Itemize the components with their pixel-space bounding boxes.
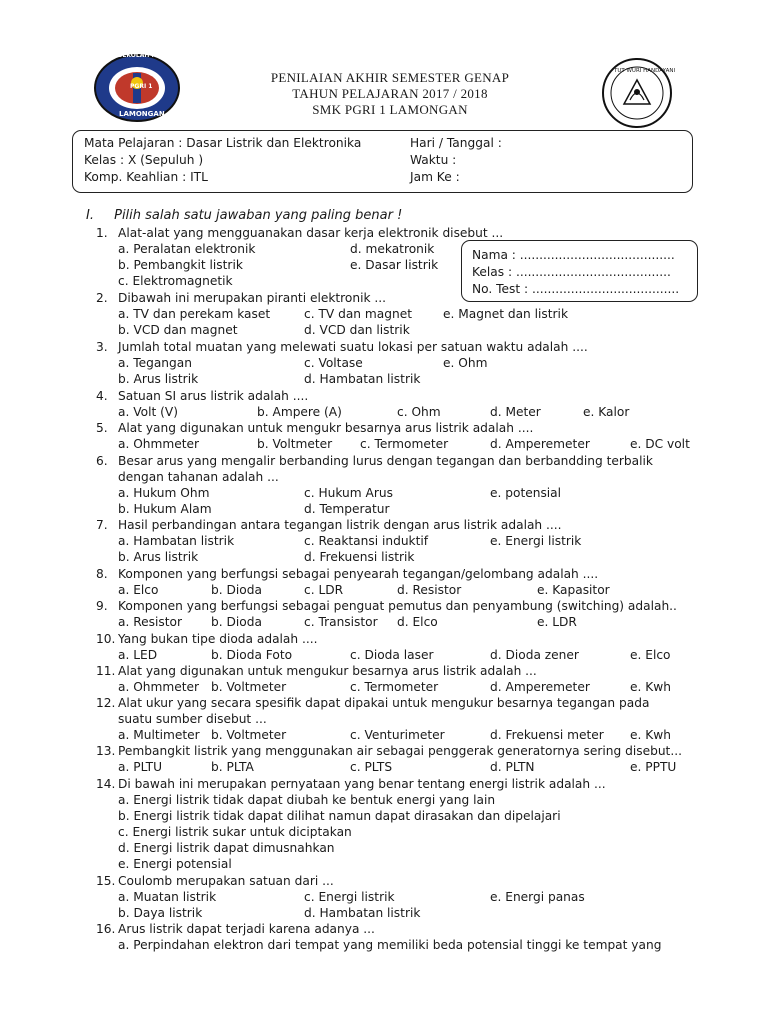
question-number: 5. <box>96 421 108 435</box>
question-number: 3. <box>96 340 108 354</box>
question-number: 9. <box>96 599 108 613</box>
question-text: Coulomb merupakan satuan dari ... <box>118 874 334 888</box>
section-heading <box>86 208 402 223</box>
answer-option[interactable]: b. Arus listrik <box>118 550 199 564</box>
answer-option[interactable]: b. Voltmeter <box>211 680 287 694</box>
answer-option[interactable]: a. Ohmmeter <box>118 680 200 694</box>
answer-option[interactable]: d. Frekuensi listrik <box>304 550 415 564</box>
answer-option[interactable]: d. Energi listrik dapat dimusnahkan <box>118 841 335 855</box>
answer-option[interactable]: e. Energi panas <box>490 890 585 904</box>
question-text: Alat yang digunakan untuk mengukur besarnya arus listrik adalah ... <box>118 664 537 678</box>
answer-option[interactable]: d. Hambatan listrik <box>304 372 421 386</box>
answer-option[interactable]: b. Dioda <box>211 615 262 629</box>
answer-option[interactable]: b. Dioda <box>211 583 262 597</box>
exam-info-box <box>72 130 693 193</box>
question-number: 10. <box>96 632 116 646</box>
header-title-line1: PENILAIAN AKHIR SEMESTER GENAP <box>270 70 510 85</box>
answer-option[interactable]: d. Hambatan listrik <box>304 906 421 920</box>
answer-option[interactable]: c. LDR <box>304 583 344 597</box>
question-text: Satuan SI arus listrik adalah .... <box>118 389 309 403</box>
answer-option[interactable]: b. Daya listrik <box>118 906 203 920</box>
question-text: Komponen yang berfungsi sebagai penguat pemutus dan penyambung (switching) adalah.. <box>118 599 677 613</box>
logo-left-top-text: SEKOLAH MENENGAH KEJURUAN <box>118 52 228 59</box>
question-number: 1. <box>96 226 108 240</box>
answer-option[interactable]: d. Frekuensi meter <box>490 728 604 742</box>
answer-option[interactable]: b. Hukum Alam <box>118 502 212 516</box>
answer-option[interactable]: b. Voltmeter <box>211 728 287 742</box>
test-number-field[interactable]: No. Test : ...................................... <box>472 282 680 296</box>
answer-option[interactable]: b. Voltmeter <box>257 437 333 451</box>
answer-option[interactable]: d. Resistor <box>397 583 462 597</box>
answer-option[interactable]: a. PLTU <box>118 760 163 774</box>
answer-option[interactable]: d. Meter <box>490 405 541 419</box>
question-number: 13. <box>96 744 116 758</box>
answer-option[interactable]: d. VCD dan listrik <box>304 323 410 337</box>
answer-option[interactable]: e. Kwh <box>630 680 671 694</box>
question-text: Alat-alat yang mengguanakan dasar kerja elektronik disebut ... <box>118 226 504 240</box>
class-field[interactable]: Kelas : ........................................ <box>472 265 671 279</box>
answer-option[interactable]: e. Ohm <box>443 356 488 370</box>
student-name-box <box>461 240 698 302</box>
answer-option[interactable]: c. Voltase <box>304 356 363 370</box>
answer-option[interactable]: e. Dasar listrik <box>350 258 439 272</box>
answer-option[interactable]: e. DC volt <box>630 437 690 451</box>
answer-option[interactable]: a. TV dan perekam kaset <box>118 307 271 321</box>
answer-option[interactable]: a. Multimeter <box>118 728 200 742</box>
answer-option[interactable]: c. Termometer <box>350 680 439 694</box>
question-number: 15. <box>96 874 116 888</box>
answer-option[interactable]: a. Muatan listrik <box>118 890 217 904</box>
answer-option[interactable]: c. Ohm <box>397 405 441 419</box>
question-text-continued: suatu sumber disebut ... <box>118 712 267 726</box>
answer-option[interactable]: b. Pembangkit listrik <box>118 258 243 272</box>
answer-option[interactable]: c. Transistor <box>304 615 378 629</box>
answer-option[interactable]: c. Venturimeter <box>350 728 445 742</box>
answer-option[interactable]: e. Energi potensial <box>118 857 232 871</box>
competency-line: Komp. Keahlian : ITL <box>84 170 208 184</box>
answer-option[interactable]: a. Elco <box>118 583 159 597</box>
answer-option[interactable]: b. PLTA <box>211 760 254 774</box>
answer-option[interactable]: c. Reaktansi induktif <box>304 534 429 548</box>
question-number: 7. <box>96 518 108 532</box>
answer-option[interactable]: a. Tegangan <box>118 356 192 370</box>
question-text-continued: dengan tahanan adalah ... <box>118 470 279 484</box>
question-text: Alat yang digunakan untuk mengukr besarnya arus listrik adalah .... <box>118 421 534 435</box>
logo-left-bottom-text: LAMONGAN <box>119 110 165 118</box>
class-line: Kelas : X (Sepuluh ) <box>84 153 204 167</box>
answer-option[interactable]: e. Kapasitor <box>537 583 610 597</box>
answer-option[interactable]: c. PLTS <box>350 760 393 774</box>
question-number: 2. <box>96 291 108 305</box>
header-title-line2: TAHUN PELAJARAN 2017 / 2018 <box>292 86 488 101</box>
header-school-name: SMK PGRI 1 LAMONGAN <box>312 102 468 117</box>
question-number: 14. <box>96 777 116 791</box>
question-text: Dibawah ini merupakan piranti elektronik ... <box>118 291 387 305</box>
answer-option[interactable]: d. Amperemeter <box>490 437 590 451</box>
answer-option[interactable]: c. Hukum Arus <box>304 486 393 500</box>
question-number: 16. <box>96 922 116 936</box>
hour-line: Jam Ke : <box>410 170 460 184</box>
question-text: Pembangkit listrik yang menggunakan air sebagai penggerak generatornya sering disebut... <box>118 744 682 758</box>
question-text: Arus listrik dapat terjadi karena adanya ... <box>118 922 375 936</box>
question-number: 4. <box>96 389 108 403</box>
date-line: Hari / Tanggal : <box>410 136 502 150</box>
name-field[interactable]: Nama : ........................................ <box>472 248 675 262</box>
answer-option[interactable]: b. VCD dan magnet <box>118 323 238 337</box>
answer-option[interactable]: e. Magnet dan listrik <box>443 307 568 321</box>
answer-option[interactable]: a. Perpindahan elektron dari tempat yang memiliki beda potensial tinggi ke tempat yang <box>118 938 662 952</box>
logo-left-center-text: PGRI 1 <box>130 83 153 90</box>
question-text: Alat ukur yang secara spesifik dapat dipakai untuk mengukur besarnya tegangan pada <box>118 696 650 710</box>
answer-option[interactable]: a. Hambatan listrik <box>118 534 235 548</box>
answer-option[interactable]: e. Energi listrik <box>490 534 582 548</box>
section-number: I. <box>86 208 94 223</box>
question-number: 12. <box>96 696 116 710</box>
question-number: 6. <box>96 454 108 468</box>
answer-option[interactable]: a. Resistor <box>118 615 182 629</box>
answer-option[interactable]: d. Elco <box>397 615 438 629</box>
answer-option[interactable]: a. Hukum Ohm <box>118 486 210 500</box>
question-text: Komponen yang berfungsi sebagai penyearah tegangan/gelombang adalah .... <box>118 567 599 581</box>
question-number: 11. <box>96 664 116 678</box>
answer-option[interactable]: d. Temperatur <box>304 502 390 516</box>
answer-option[interactable]: b. Arus listrik <box>118 372 199 386</box>
answer-option[interactable]: b. Energi listrik tidak dapat dilihat namun dapat dirasakan dan dipelajari <box>118 809 561 823</box>
question-text: Besar arus yang mengalir berbanding lurus dengan tegangan dan berbandding terbalik <box>118 454 653 468</box>
answer-option[interactable]: e. LDR <box>537 615 577 629</box>
answer-option[interactable]: c. Elektromagnetik <box>118 274 233 288</box>
answer-option[interactable]: d. Dioda zener <box>490 648 579 662</box>
subject-line: Mata Pelajaran : Dasar Listrik dan Elektronika <box>84 136 362 150</box>
answer-option[interactable]: e. Elco <box>630 648 671 662</box>
answer-option[interactable]: e. PPTU <box>630 760 677 774</box>
answer-option[interactable]: c. Energi listrik <box>304 890 395 904</box>
answer-option[interactable]: e. potensial <box>490 486 562 500</box>
answer-option[interactable]: b. Dioda Foto <box>211 648 293 662</box>
answer-option[interactable]: c. TV dan magnet <box>304 307 412 321</box>
answer-option[interactable]: a. Energi listrik tidak dapat diubah ke bentuk energi yang lain <box>118 793 496 807</box>
answer-option[interactable]: c. Energi listrik sukar untuk diciptakan <box>118 825 352 839</box>
question-text: Yang bukan tipe dioda adalah .... <box>118 632 318 646</box>
time-line: Waktu : <box>410 153 457 167</box>
answer-option[interactable]: c. Dioda laser <box>350 648 434 662</box>
answer-option[interactable]: a. Volt (V) <box>118 405 178 419</box>
answer-option[interactable]: a. LED <box>118 648 158 662</box>
answer-option[interactable]: b. Ampere (A) <box>257 405 342 419</box>
question-text: Jumlah total muatan yang melewati suatu lokasi per satuan waktu adalah .... <box>118 340 588 354</box>
logo-right-text: TUT WURI HANDAYANI <box>614 68 676 74</box>
answer-option[interactable]: e. Kalor <box>583 405 630 419</box>
question-number: 8. <box>96 567 108 581</box>
section-title: Pilih salah satu jawaban yang paling benar ! <box>114 208 403 223</box>
answer-option[interactable]: a. Ohmmeter <box>118 437 200 451</box>
answer-option[interactable]: d. PLTN <box>490 760 535 774</box>
answer-option[interactable]: c. Termometer <box>360 437 449 451</box>
answer-option[interactable]: a. Peralatan elektronik <box>118 242 256 256</box>
question-text: Hasil perbandingan antara tegangan listrik dengan arus listrik adalah .... <box>118 518 562 532</box>
question-text: Di bawah ini merupakan pernyataan yang benar tentang energi listrik adalah ... <box>118 777 606 791</box>
answer-option[interactable]: e. Kwh <box>630 728 671 742</box>
answer-option[interactable]: d. Amperemeter <box>490 680 590 694</box>
answer-option[interactable]: d. mekatronik <box>350 242 435 256</box>
